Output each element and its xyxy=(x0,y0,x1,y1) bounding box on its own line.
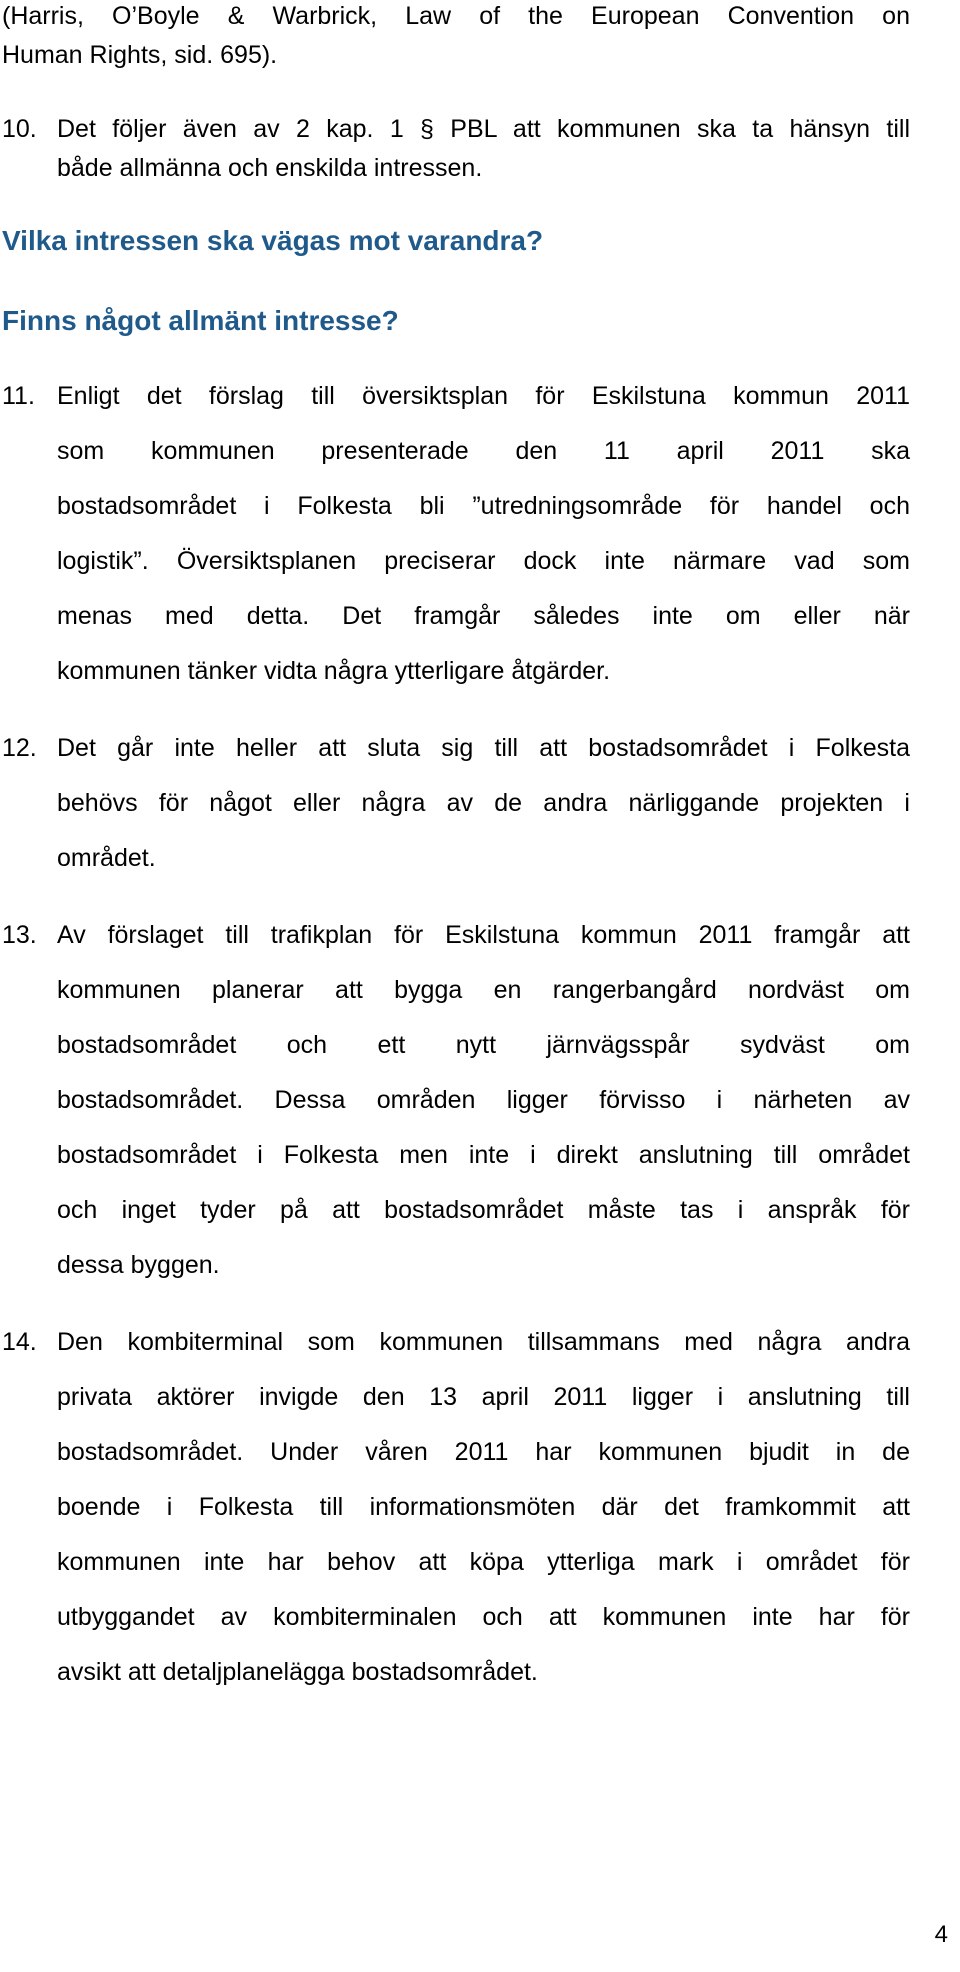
paragraph-number-13: 13. xyxy=(2,921,37,949)
paragraph-13-line: bostadsområdet och ett nytt järnvägsspår sydväst om xyxy=(57,1031,910,1059)
paragraph-14-line: kommunen inte har behov att köpa ytterliga mark i området för xyxy=(57,1548,910,1576)
paragraph-14-line: privata aktörer invigde den 13 april 2011 ligger i anslutning till xyxy=(57,1383,910,1411)
paragraph-11-line: kommunen tänker vidta några ytterligare åtgärder. xyxy=(57,657,611,685)
heading-public-interest: Finns något allmänt intresse? xyxy=(2,305,399,336)
page-number: 4 xyxy=(934,1921,948,1948)
paragraph-number-12: 12. xyxy=(2,734,37,762)
intro-line-2: Human Rights, sid. 695). xyxy=(2,41,278,69)
paragraph-13-line: bostadsområdet i Folkesta men inte i direkt anslutning till området xyxy=(57,1141,910,1169)
paragraph-12-line: området. xyxy=(57,844,156,872)
paragraph-14-line: boende i Folkesta till informationsmöten där det framkommit att xyxy=(57,1493,910,1521)
paragraph-13-line: bostadsområdet. Dessa områden ligger förvisso i närheten av xyxy=(57,1086,910,1114)
paragraph-11-line: bostadsområdet i Folkesta bli ”utredningsområde för handel och xyxy=(57,492,910,520)
paragraph-11-line: Enligt det förslag till översiktsplan för Eskilstuna kommun 2011 xyxy=(57,382,910,410)
paragraph-14-line: Den kombiterminal som kommunen tillsammans med några andra xyxy=(57,1328,910,1356)
paragraph-13-line: kommunen planerar att bygga en rangerbangård nordväst om xyxy=(57,976,910,1004)
paragraph-12-line: Det går inte heller att sluta sig till att bostadsområdet i Folkesta xyxy=(57,734,910,762)
paragraph-number-11: 11. xyxy=(2,382,35,410)
heading-weighing-interests: Vilka intressen ska vägas mot varandra? xyxy=(2,225,544,256)
paragraph-11-line: som kommunen presenterade den 11 april 2011 ska xyxy=(57,437,910,465)
paragraph-number-10: 10. xyxy=(2,115,37,143)
paragraph-number-14: 14. xyxy=(2,1328,37,1356)
paragraph-12-line: behövs för något eller några av de andra närliggande projekten i xyxy=(57,789,910,817)
paragraph-13-line: dessa byggen. xyxy=(57,1251,220,1279)
paragraph-14-line: avsikt att detaljplanelägga bostadsområdet. xyxy=(57,1658,538,1686)
paragraph-11-line: menas med detta. Det framgår således inte om eller när xyxy=(57,602,910,630)
paragraph-10-line-2: både allmänna och enskilda intressen. xyxy=(57,154,483,182)
paragraph-10-line-1: Det följer även av 2 kap. 1 § PBL att kommunen ska ta hänsyn till xyxy=(57,115,910,143)
paragraph-13-line: Av förslaget till trafikplan för Eskilstuna kommun 2011 framgår att xyxy=(57,921,910,949)
paragraph-14-line: bostadsområdet. Under våren 2011 har kommunen bjudit in de xyxy=(57,1438,910,1466)
paragraph-14-line: utbyggandet av kombiterminalen och att kommunen inte har för xyxy=(57,1603,910,1631)
paragraph-13-line: och inget tyder på att bostadsområdet måste tas i anspråk för xyxy=(57,1196,910,1224)
intro-line-1: (Harris, O’Boyle & Warbrick, Law of the European Convention on xyxy=(2,2,910,30)
paragraph-11-line: logistik”. Översiktsplanen preciserar dock inte närmare vad som xyxy=(57,547,910,575)
